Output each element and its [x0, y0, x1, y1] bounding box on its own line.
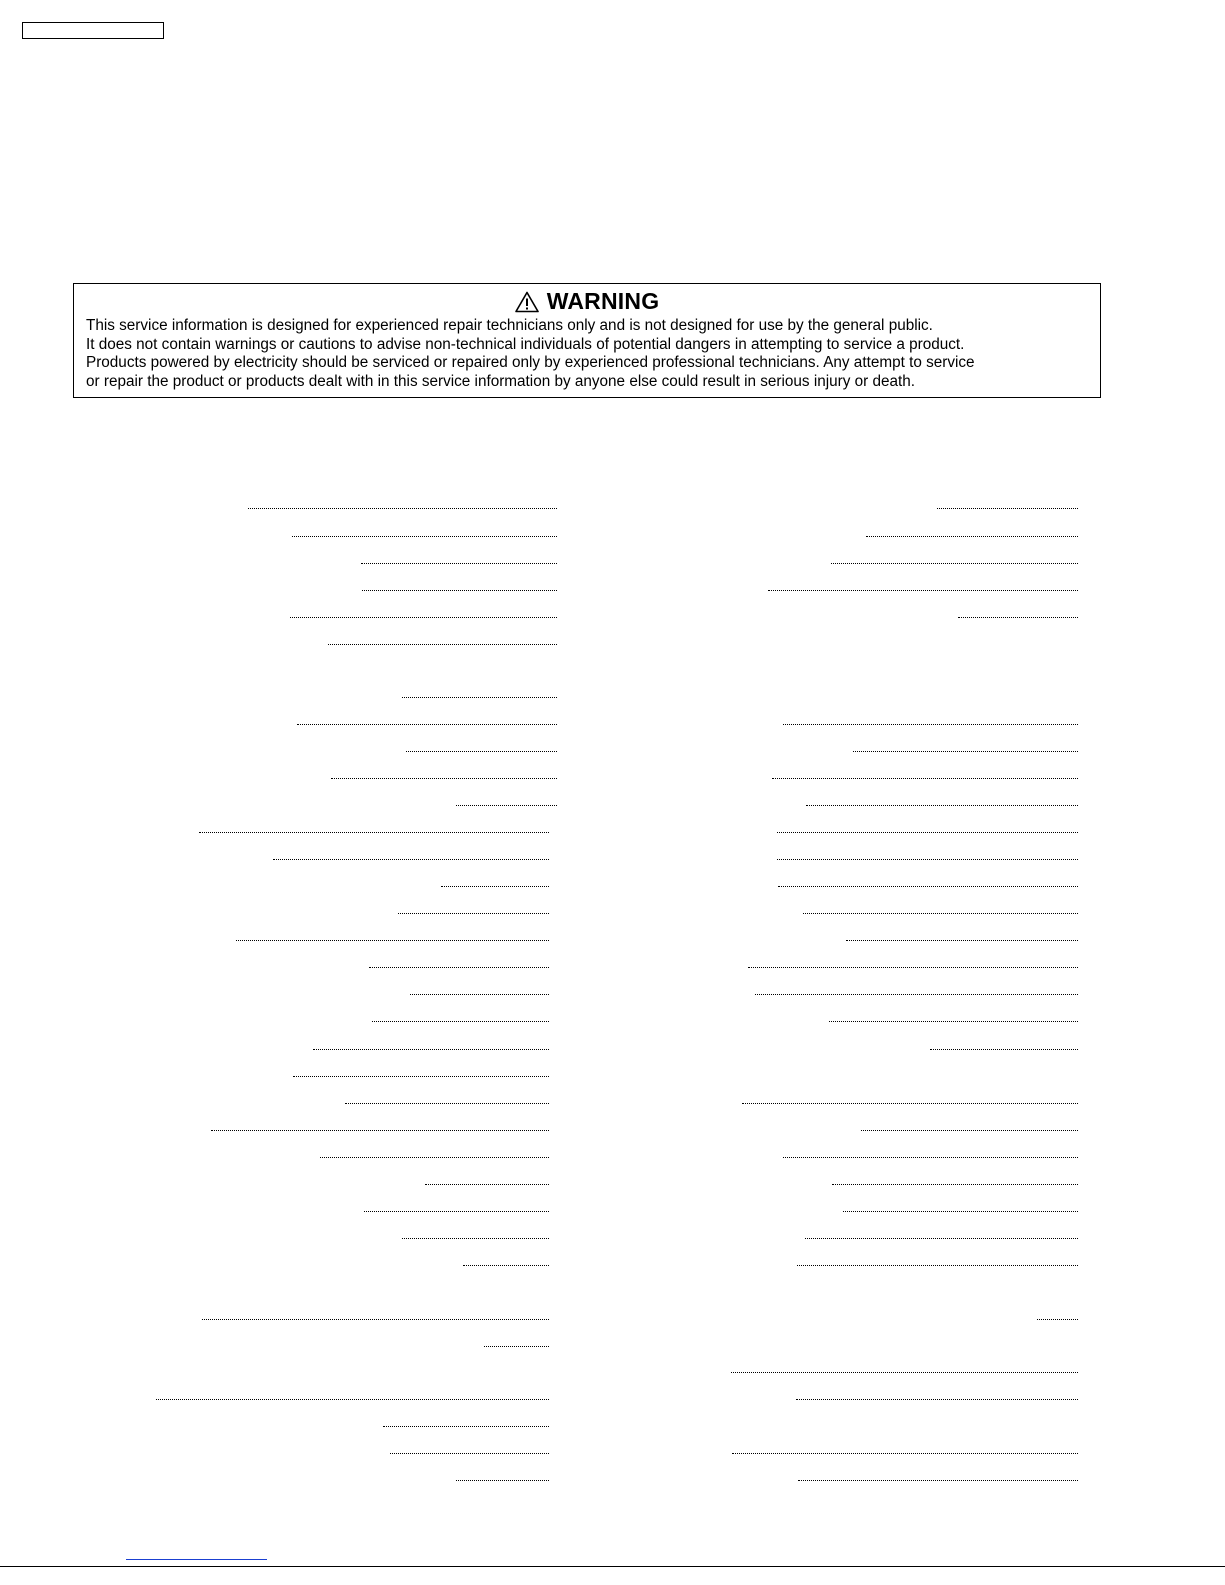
toc-leader: [829, 1021, 1078, 1022]
toc-leader: [364, 1211, 549, 1212]
toc-leader: [861, 1130, 1078, 1131]
toc-leader: [313, 1049, 549, 1050]
toc-leader: [797, 1265, 1078, 1266]
toc-leader: [777, 832, 1078, 833]
toc-leader: [731, 1372, 1078, 1373]
toc-leader: [806, 805, 1078, 806]
toc-leader: [383, 1426, 549, 1427]
toc-leader: [803, 913, 1078, 914]
toc-leader: [297, 724, 557, 725]
toc-leader: [292, 536, 557, 537]
toc-leader: [402, 697, 557, 698]
toc-leader: [748, 967, 1078, 968]
toc-leader: [1037, 1319, 1078, 1320]
footer-link-underline[interactable]: [126, 1559, 267, 1560]
toc-leader: [320, 1157, 549, 1158]
warning-line: Products powered by electricity should be serviced or repaired only by experienced professional technicians. Any attempt to service: [86, 354, 975, 371]
warning-line: This service information is designed for experienced repair technicians only and is not designed for use by the general public.: [86, 317, 933, 334]
warning-line: or repair the product or products dealt with in this service information by anyone else could result in serious injury or death.: [86, 372, 916, 390]
toc-leader: [156, 1399, 549, 1400]
warning-title: WARNING: [546, 288, 660, 314]
toc-leader: [211, 1130, 549, 1131]
toc-leader: [778, 886, 1078, 887]
toc-leader: [390, 1453, 549, 1454]
toc-leader: [798, 1480, 1078, 1481]
toc-leader: [369, 967, 549, 968]
toc-leader: [328, 644, 557, 645]
toc-leader: [843, 1211, 1078, 1212]
toc-leader: [410, 994, 549, 995]
footer-rule: [0, 1566, 1225, 1567]
toc-leader: [796, 1399, 1078, 1400]
toc-leader: [293, 1076, 549, 1077]
toc-leader: [361, 563, 557, 564]
toc-leader: [398, 913, 549, 914]
toc-leader: [937, 508, 1078, 509]
warning-text: [86, 317, 975, 391]
header-box: [22, 22, 164, 39]
toc-leader: [832, 1184, 1078, 1185]
toc-leader: [362, 590, 557, 591]
toc-leader: [768, 590, 1078, 591]
toc-leader: [345, 1103, 549, 1104]
toc-leader: [372, 1021, 549, 1022]
toc-leader: [783, 724, 1078, 725]
toc-leader: [853, 751, 1078, 752]
toc-leader: [783, 1157, 1078, 1158]
toc-leader: [199, 832, 549, 833]
toc-leader: [290, 617, 557, 618]
warning-box: [73, 283, 1101, 398]
toc-leader: [456, 1480, 549, 1481]
toc-leader: [777, 859, 1078, 860]
toc-leader: [805, 1238, 1078, 1239]
toc-leader: [425, 1184, 549, 1185]
toc-leader: [484, 1346, 549, 1347]
toc-leader: [930, 1049, 1078, 1050]
toc-leader: [441, 886, 549, 887]
toc-leader: [248, 508, 557, 509]
toc-leader: [958, 617, 1078, 618]
warning-triangle-icon: [515, 291, 539, 313]
toc-leader: [406, 751, 557, 752]
toc-leader: [456, 805, 557, 806]
toc-leader: [831, 563, 1078, 564]
toc-leader: [755, 994, 1078, 995]
toc-leader: [742, 1103, 1078, 1104]
toc-leader: [866, 536, 1078, 537]
toc-leader: [331, 778, 557, 779]
warning-line: It does not contain warnings or cautions to advise non-technical individuals of potential dangers in attempting to service a product.: [86, 335, 965, 353]
toc-leader: [202, 1319, 549, 1320]
toc-leader: [732, 1453, 1078, 1454]
warning-heading: [74, 288, 1100, 315]
toc-leader: [273, 859, 549, 860]
toc-leader: [402, 1238, 549, 1239]
toc-leader: [463, 1265, 549, 1266]
toc-leader: [772, 778, 1078, 779]
toc-leader: [846, 940, 1078, 941]
toc-leader: [236, 940, 549, 941]
